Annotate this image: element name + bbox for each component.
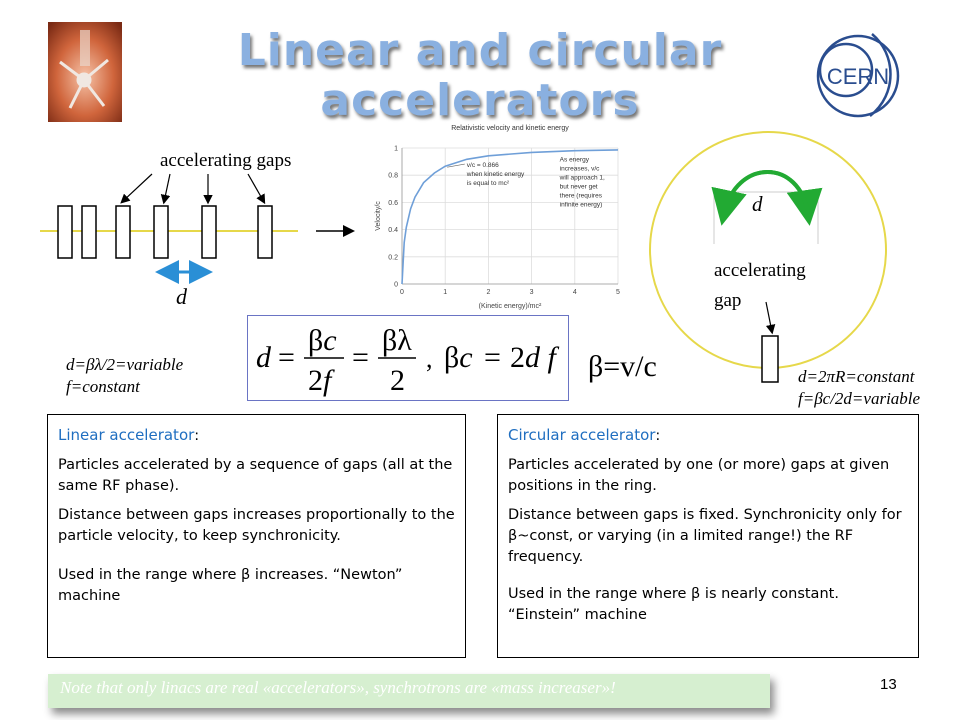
circular-formulas: d=2πR=constant f=βc/2d=variable [798,367,921,408]
note-banner [48,674,770,708]
x-tick-label: 4 [572,289,577,296]
x-tick-label: 1 [443,289,448,296]
svg-text:2d f: 2d f [510,341,556,374]
linear-accelerator-box: Linear accelerator: Particles accelerated by a sequence of gaps (all at the same RF phase). Distance between gaps increases proportionally to the particle velocity, to keep synchronicity. Used in the range where β increases. “Newton” machine [47,414,466,658]
circular-box-p3: Used in the range where β is nearly constant. “Einstein” machine [508,586,839,623]
circular-box-header: Circular accelerator [508,426,656,444]
y-tick-label: 0 [394,281,398,289]
linear-box-p1: Particles accelerated by a sequence of gaps (all at the same RF phase). [58,457,453,494]
formula-box [247,315,569,401]
annotation-approach-1: infinite energy) [559,201,603,209]
y-tick-label: 0.4 [388,227,398,235]
svg-text:βλ: βλ [382,324,412,357]
page-number: 13 [880,676,897,693]
linac-d-label: d [176,284,187,309]
page-title: Linear and circular accelerators [237,25,723,126]
circular-box-p1: Particles accelerated by one (or more) gaps at given positions in the ring. [508,457,890,494]
annotation-v-over-c: when kinetic energy [466,171,525,179]
svg-text:,: , [426,344,433,373]
annotation-approach-1: will approach 1, [559,174,605,182]
linear-box-header: Linear accelerator [58,426,195,444]
formula-main [248,316,568,400]
x-tick-label: 3 [529,289,534,296]
svg-text:d: d [256,341,271,374]
ring-gap-label: accelerating gap [714,260,806,311]
svg-text:=: = [484,341,501,374]
y-tick-label: 0.6 [388,199,398,207]
linear-box-p3: Used in the range where β increases. “Newton” machine [58,567,403,604]
linac-diagram [36,168,356,316]
beta-definition: β=v/c [588,350,657,383]
x-axis-label: (Kinetic energy)/mc² [478,303,542,310]
y-axis-label: Velocity/c [375,201,382,231]
ring-d-label: d [752,192,763,216]
y-tick-label: 0.8 [388,172,398,180]
svg-text:2: 2 [390,364,405,397]
x-tick-label: 0 [400,289,404,296]
velocity-plot [368,118,628,314]
annotation-approach-1: As energy [559,156,589,164]
circular-accelerator-box: Circular accelerator: Particles accelerated by one (or more) gaps at given positions in the ring. Distance between gaps is fixed. Synchronicity only for β~const, or varying (in a limited range!) the RF frequency. Used in the range where β is nearly constant. “Einstein” machine [497,414,919,658]
linac-formulas: d=βλ/2=variable f=constant [66,355,184,396]
note-text: Note that only linacs are real «accelerators», synchrotrons are «mass increaser»! [60,678,616,697]
annotation-v-over-c: v/c = 0.866 [466,162,499,170]
cern-logo [808,24,908,124]
plot-title: Relativistic velocity and kinetic energy [451,125,569,132]
svg-text:βc: βc [308,324,337,357]
annotation-approach-1: increases, v/c [559,165,600,173]
accelerator-photo [48,22,122,122]
svg-text:=: = [278,341,295,374]
y-tick-label: 0.2 [388,254,398,262]
svg-text:CERN: CERN [826,64,890,89]
y-tick-label: 1 [394,145,398,153]
x-tick-label: 5 [616,289,620,296]
accelerating-gaps-label: accelerating gaps [160,150,292,171]
x-tick-label: 2 [486,289,491,296]
annotation-v-over-c: is equal to mc² [466,180,510,188]
linear-box-p2: Distance between gaps increases proportionally to the particle velocity, to keep synchronicity. [58,507,455,544]
circular-box-p2: Distance between gaps is fixed. Synchronicity only for β~const, or varying (in a limited range!) the RF frequency. [508,507,902,565]
svg-text:=: = [352,341,369,374]
annotation-approach-1: there (requires [559,192,602,200]
annotation-approach-1: but never get [559,183,598,191]
svg-text:2f: 2f [308,364,332,397]
svg-text:βc: βc [444,341,473,374]
